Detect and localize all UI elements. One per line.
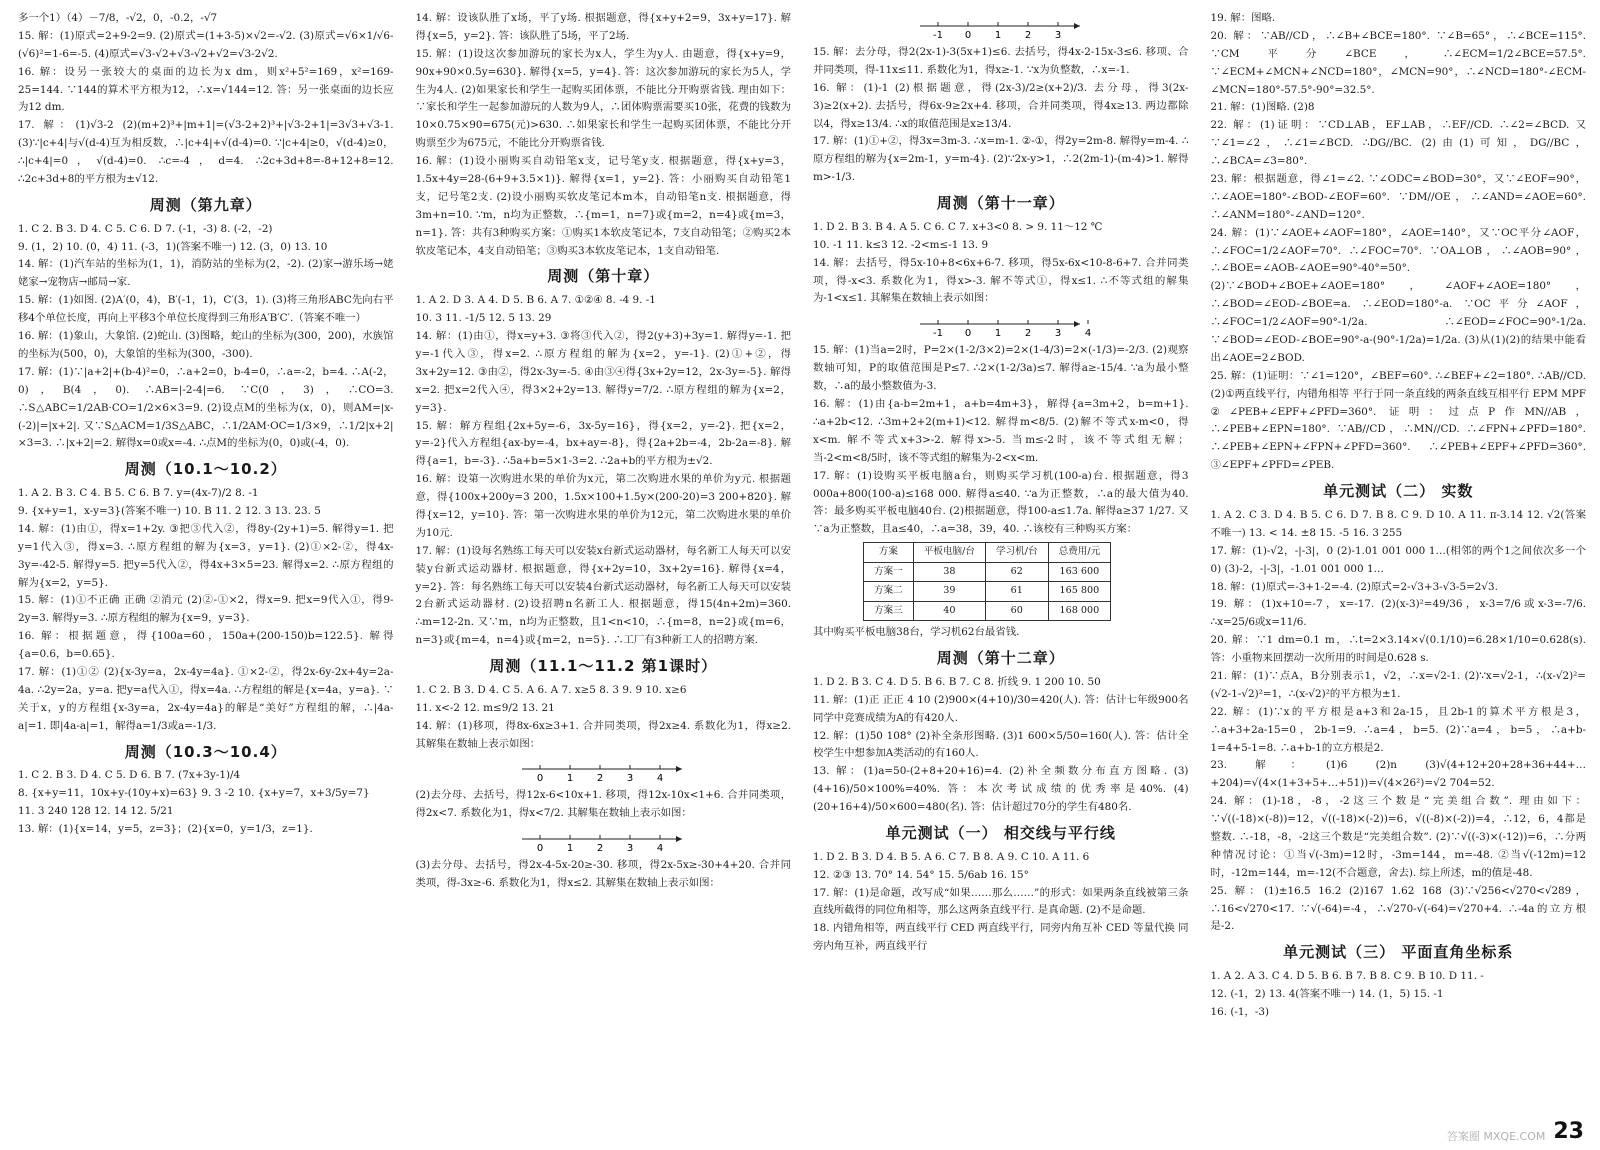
purchase-plan-table	[863, 542, 1111, 621]
answer-paragraph: 16. 解：根据题意，得{100a=60，150a+(200-150)b=122.5}. 解得{a=0.6，b=0.65}.	[18, 630, 394, 661]
answer-paragraph: 12. 解：(1)50 108° (2)补全条形图略. (3)1 600×5/50=160(人). 答：估计全校学生中想参加A类活动的有160人.	[813, 729, 1189, 760]
table-header-cell: 方案	[864, 543, 914, 563]
answer-paragraph: 10. -1 11. k≤3 12. -2<m≤-1 13. 9	[813, 238, 989, 251]
number-line-label: 2	[1024, 30, 1031, 41]
answer-paragraph: 10. 3 11. -1/5 12. 5 13. 29	[415, 312, 552, 325]
column-2	[416, 10, 792, 1120]
number-line-label: 3	[1054, 30, 1061, 41]
answer-paragraph: 16. 解：(1)象山，大象馆. (2)蛇山. (3)图略，蛇山的坐标为(300，200)，水族馆的坐标为(500，0)，大象馆的坐标为(300，-300).	[18, 330, 394, 360]
answer-paragraph: 23. 解：根据题意，得∠1=∠2. ∵∠ODC=∠BOD=30°，又∵∠EOF=90°，∴∠AOE=180°-∠BOD-∠EOF=60°. ∵DM//OE，∴∠AND=∠AOE=60°. ∴∠ANM=180°-∠AND=120°.	[1210, 173, 1586, 221]
watermark: 答案圈 MXQE.COM	[1446, 1130, 1546, 1143]
answer-paragraph: 18. 内错角相等，两直线平行 CED 两直线平行，同旁内角互补 CED 等量代换 同旁内角互补，两直线平行	[813, 922, 1189, 953]
table-row	[864, 562, 1111, 582]
number-line	[518, 825, 688, 855]
answer-paragraph: (3)去分母、去括号，得2x-4-5x-20≥-30. 移项，得2x-5x≥-30+4+20. 合并同类项，得-3x≥-6. 系数化为1，得x≤2. 其解集在数轴上表示如图：	[415, 859, 791, 890]
answer-paragraph: 9. (1，2) 10. (0，4) 11. (-3，1)(答案不唯一) 12. (3，0) 13. 10	[18, 240, 328, 253]
answer-paragraph: 16. 解：(1)设小丽购买自动铅笔x支，记号笔y支. 根据题意，得{x+y=3，1.5x+4y=28-(6+9+3.5×1)}. 解得{x=1，y=2}. 答：小丽购买自动铅笔1支，记号笔2支. (2)设小丽购买软皮笔记本m本，自动铅笔n支. 根据题意，得3m+n=10. ∵m，n均为正整数，∴{m=1，n=7}或{m=2，n=4}或{m=3，n=1}. 答：共有3种购买方案：①购买1本软皮笔记本，7支自动铅笔；②购买2本软皮笔记本，4支自动铅笔；③购买3本软皮笔记本，1支自动铅笔.	[415, 155, 791, 257]
answer-paragraph: 1. A 2. D 3. A 4. D 5. B 6. A 7. ①②④ 8. -4 9. -1	[415, 294, 656, 307]
section-heading: 周测（第九章）	[149, 195, 262, 214]
table-cell: 38	[913, 562, 985, 582]
answer-paragraph: 16. 解：设第一次购进水果的单价为x元，第二次购进水果的单价为y元. 根据题意，得{100x+200y=3 200，1.5x×100+1.5y×(200-20)=3 200+820}. 解得{x=12，y=10}. 答：第一次购进水果的单价为12元，第二次购进水果的单价为10元.	[415, 473, 791, 539]
answer-paragraph: 20. 解：∵AB//CD，∴∠B+∠BCE=180°. ∵∠B=65°，∴∠BCE=115°. ∵CM平分∠BCE，∴∠ECM=1/2∠BCE=57.5°. ∵∠ECM+∠MCN+∠NCD=180°，∠MCN=90°，∴∠NCD=180°-∠ECM-∠MCN=180°-57.5°-90°=32.5°.	[1210, 29, 1586, 96]
page-number: 23	[1553, 1119, 1584, 1144]
answer-paragraph: 15. 解：(1)设这次参加游玩的家长为x人，学生为y人. 由题意，得{x+y=9，90x+90×0.5y=630}. 解得{x=5，y=4}. 答：这次参加游玩的家长为5人，学生为4人. (2)如果家长和学生一起购买团体票，不能比分开购票省钱. 理由如下：∵家长和学生一起参加游玩的人数为9人，∴团体购票需要买10张，花费的钱数为10×0.75×90=675(元)>630. ∴如果家长和学生一起购买团体票，不能比分开购票至少为675元，不能比分开购票省钱.	[415, 47, 791, 150]
answer-paragraph: 25. 解：(1)±16.5 16.2 (2)167 1.62 168 (3)∵√256<√270<√289，∴16<√270<17. ∵√(-64)=-4，∴√270-√(-64)=√270+4. ∴-4a的立方根是-2.	[1210, 884, 1586, 933]
number-line	[518, 755, 688, 785]
answer-paragraph: 多一个1）（4）－7/8，-√2，0，-0.2，-√7	[18, 12, 218, 24]
column-4	[1211, 10, 1587, 1120]
answer-paragraph: 22. 解：(1)证明：∵CD⊥AB，EF⊥AB，∴EF//CD. ∴∠2=∠BCD. 又∵∠1=∠2，∴∠1=∠BCD. ∴DG//BC. (2)由(1)可知，DG//BC，∴∠BCA=∠3=80°.	[1210, 119, 1586, 168]
table-cell: 61	[985, 582, 1048, 602]
section-heading: 周测（10.3～10.4）	[124, 742, 287, 761]
answer-paragraph: 17. 解：(1)设购买平板电脑a台，则购买学习机(100-a)台. 根据题意，得3 000a+800(100-a)≤168 000. 解得a≤40. ∵a为正整数，∴a的最大值为40. 答：最多购买平板电脑40台. (2)根据题意，得100-a≤1.7a. 解得a≥37 1/27. 又∵a为正整数，且a≤40，∴a=38，39，40. ∴该校有三种购买方案：	[813, 469, 1189, 536]
number-line-label: 3	[627, 843, 634, 855]
answer-paragraph: 1. D 2. B 3. C 4. D 5. B 6. B 7. C 8. 折线 9. 1 200 10. 50	[813, 675, 1101, 688]
number-line-arrow	[676, 836, 682, 842]
table-cell: 方案二	[864, 582, 914, 602]
answer-paragraph: 17. 解：(1)①+②，得3x=3m-3. ∴x=m-1. ②-①，得2y=2m-8. 解得y=m-4. ∴原方程组的解为{x=2m-1，y=m-4}. (2)∵2x-y>1，∴2(2m-1)-(m-4)>1. 解得m>-1/3.	[813, 135, 1189, 184]
answer-paragraph: 11. 3 240 128 12. 14 12. 5/21	[18, 805, 174, 818]
columns	[18, 10, 1586, 1120]
number-line-label: 1	[994, 30, 1001, 41]
answer-paragraph: 1. D 2. B 3. D 4. B 5. A 6. C 7. B 8. A 9. C 10. A 11. 6	[813, 850, 1090, 863]
answer-paragraph: 20. 解：∵1 dm=0.1 m，∴t=2×3.14×√(0.1/10)=6.28×1/10=0.628(s). 答：小重物来回摆动一次所用的时间是0.628 s.	[1210, 634, 1586, 665]
page-footer	[1447, 1119, 1584, 1144]
section-heading: 单元测试（三） 平面直角坐标系	[1283, 943, 1514, 962]
number-line-label: 4	[1084, 328, 1091, 340]
number-line-label: 0	[537, 773, 544, 785]
table-header-cell: 平板电脑/台	[913, 543, 985, 563]
number-line-arrow	[1074, 23, 1080, 29]
answer-paragraph: 1. A 2. B 3. C 4. B 5. C 6. B 7. y=(4x-7)/2 8. -1	[18, 487, 259, 500]
table-cell: 60	[985, 601, 1048, 621]
answer-paragraph: 14. 解：(1)汽车站的坐标为(1，1)，消防站的坐标为(2，-2). (2)家→游乐场→姥姥家→宠物店→邮局→家.	[18, 258, 394, 289]
answer-paragraph: 17. 解：(1)是命题，改写成“如果……那么……”的形式：如果两条直线被第三条直线所截得的同位角相等，那么这两条直线平行. 是真命题. (2)不是命题.	[813, 886, 1189, 917]
answer-paragraph: 11. 解：(1)正 正正 4 10 (2)900×(4+10)/30=420(人). 答：估计七年级900名同学中竞赛成绩为A的有420人.	[813, 693, 1189, 724]
section-heading: 单元测试（一） 相交线与平行线	[885, 823, 1116, 842]
answer-paragraph: 15. 解：(1)如图. (2)A′(0，4)，B′(-1，1)，C′(3，1). (3)将三角形ABC先向右平移4个单位长度，再向上平移3个单位长度得到三角形A′B′C′.（答案不唯一）	[18, 294, 394, 325]
section-heading: 周测（第十章）	[547, 267, 660, 286]
number-line	[916, 12, 1086, 42]
number-line-label: 3	[1054, 328, 1061, 340]
answer-paragraph: 18. 解：(1)原式=-3+1-2=-4. (2)原式=2-√3+3-√3-5=2√3.	[1210, 580, 1498, 593]
answer-paragraph: 15. 解：(1)当a=2时，P=2×(1-2/3×2)=2×(1-4/3)=2×(-1/3)=-2/3. (2)观察数轴可知，P的取值范围是P≤7. ∴2×(1-2/3a)≤7. 解得a≥-15/4. ∵a为最小整数，∴a的最小整数值为-3.	[813, 344, 1189, 393]
number-line-label: 1	[994, 328, 1001, 340]
table-cell: 39	[913, 582, 985, 602]
section-heading: 周测（第十一章）	[936, 194, 1065, 213]
answer-paragraph: (2)去分母、去括号，得12x-6<10x+1. 移项，得12x-10x<1+6. 合并同类项，得2x<7. 系数化为1，得x<7/2. 其解集在数轴上表示如图：	[415, 789, 791, 820]
answer-paragraph: 13. 解：(1)a=50-(2+8+20+16)=4. (2)补全频数分布直方图略. (3)(4+16)/50×100%=40%. 答：本次考试成绩的优秀率是40%. (4)(20+16+4)/50×600=480(名). 答：估计超过70分的学生有480名.	[813, 765, 1189, 814]
answer-paragraph: 1. C 2. B 3. D 4. C 5. D 6. B 7. (7x+3y-1)/4	[18, 769, 241, 782]
column-1	[18, 10, 394, 1120]
answer-paragraph: 21. 解：(1)图略. (2)8	[1210, 101, 1315, 114]
answer-paragraph: 1. D 2. B 3. B 4. A 5. C 6. C 7. x+3<0 8. > 9. 11～12 ℃	[813, 220, 1103, 233]
answer-paragraph: 15. 解：(1)①不正确 正确 ②消元 (2)②-①×2，得x=9. 把x=9代入①，得9-2y=3. 解得y=3. ∴原方程组的解为{x=9，y=3}.	[18, 594, 394, 625]
number-line-label: -1	[932, 328, 943, 340]
number-line-label: 4	[657, 773, 664, 785]
answer-paragraph: 14. 解：(1)移项，得8x-6x≥3+1. 合并同类项，得2x≥4. 系数化为1，得x≥2. 其解集在数轴上表示如图：	[415, 719, 791, 750]
answer-paragraph: 19. 解：(1)x+10=-7，x=-17. (2)(x-3)²=49/36，x-3=7/6或x-3=-7/6. ∴x=25/6或x=11/6.	[1210, 598, 1586, 629]
table-cell: 165 800	[1048, 582, 1111, 602]
number-line-label: 2	[597, 773, 604, 785]
number-line-label: 1	[567, 773, 574, 785]
answer-paragraph: 17. 解：(1)①② (2){x-3y=a，2x-4y=4a}. ①×2-②，得2x-6y-2x+4y=2a-4a. ∴2y=2a，y=a. 把y=a代入①，得x=4a. ∴方程组的解是{x=4a，y=a}. ∵关于x，y的方程组{x-3y=a，2x-4y=4a}的解是“美好”方程组的解，∴|4a-a|=1. 即|4a-a|=1，解得a=1/3或a=-1/3.	[18, 665, 394, 732]
table-cell: 168 000	[1048, 601, 1111, 621]
table-cell: 方案三	[864, 601, 914, 621]
answer-paragraph: 14. 解：(1)由①，得x=1+2y. ③把③代入②，得8y-(2y+1)=5. 解得y=1. 把y=1代入③，得x=3. ∴原方程组的解为{x=3，y=1}. (2)①×2-②，得4x-3y=-42-5. 解得y=5. 把y=5代入②，得4x+3×5=23. 解得x=2. ∴原方程组的解为{x=2，y=5}.	[18, 522, 394, 589]
answer-paragraph: 17. 解：(1)√3-2 (2)(m+2)³+|m+1|=(√3-2+2)³+|√3-2+1|=3√3+√3-1. (3)∵|c+4|与√(d-4)互为相反数，∴|c+4|+√(d-4)=0. ∵|c+4|≥0，√(d-4)≥0，∴|c+4|=0，√(d-4)=0. ∴c=-4，d=4. ∴2c+3d+8=-8+12+8=12. ∴2c+3d+8的平方根为±√12.	[18, 119, 394, 186]
answer-paragraph: 8. {x+y=11，10x+y-(10y+x)=63} 9. 3 -2 10. {x+y=7，x+3/5y=7}	[18, 787, 370, 800]
answer-paragraph: 19. 解：图略.	[1210, 12, 1276, 24]
answer-paragraph: 17. 解：(1)∵|a+2|+(b-4)²=0，∴a+2=0，b-4=0，∴a=-2，b=4. ∴A(-2，0)，B(4，0). ∴AB=|-2-4|=6. ∵C(0，3)，∴CO=3. ∴S△ABC=1/2AB·CO=1/2×6×3=9. (2)设点M的坐标为(x，0)，则AM=|x-(-2)|=|x+2|. 又∵S△ACM=1/3S△ABC，∴1/2AM·OC=1/3×9，∴1/2|x+2|×3=3. ∴|x+2|=2. 解得x=0或x=-4. ∴点M的坐标为(0，0)或(-4，0).	[18, 365, 394, 450]
answer-paragraph: 22. 解：(1)∵x的平方根是a+3和2a-15，且2b-1的算术平方根是3，∴a+3+2a-15=0，2b-1=9. ∴a=4，b=5. (2)∵a=4，b=5，∴a+b-1=4+5-1=8. ∴a+b-1的立方根是2.	[1210, 705, 1586, 754]
table-header-cell: 总费用/元	[1048, 543, 1111, 563]
answer-paragraph: 16. 解：(1)由{a-b=2m+1，a+b=4m+3}，解得{a=3m+2，b=m+1}. ∴a+2b<12. ∴3m+2+2(m+1)<12. 解得m<8/5. (2)解不等式x-m<0，得x<m. 解不等式x+3>-2. 解得x>-5. 当m≤-2时，该不等式组无解；当-2<m<8/5时，该不等式组的解集为-2<x<m.	[813, 398, 1189, 464]
answer-paragraph: 23. 解：(1)6 (2)n (3)√(4+12+20+28+36+44+…+204)=√(4×(1+3+5+…+51))=√(4×26²)=√2 704=52.	[1210, 759, 1586, 790]
answer-paragraph: 17. 解：(1)设每名熟练工每天可以安装x台新式运动器材，每名新工人每天可以安装y台新式运动器材. 根据题意，得{x+2y=10，3x+2y=16}. 解得{x=4，y=2}. 答：每名熟练工每天可以安装4台新式运动器材，每名新工人每天可以安装2台新式运动器材. (2)设招聘n名新工人. 根据题意，得15(4n+2m)=360. ∴m=12-2n. 又∵m，n均为正整数，且1<n<10，∴{m=8，n=2}或{m=6，n=3}或{m=4，n=4}或{m=2，n=5}. ∴工厂有3种新工人的招聘方案.	[415, 544, 791, 647]
number-line-arrow	[1074, 321, 1080, 327]
answer-paragraph: 14. 解：去括号，得5x-10+8<6x+6-7. 移项，得5x-6x<10-8-6+7. 合并同类项，得-x<3. 系数化为1，得x>-3. 解不等式①，得x≤1. ∴不等式组的解集为-1<x≤1. 其解集在数轴上表示如图：	[813, 256, 1189, 305]
answer-paragraph: 15. 解：解方程组{2x+5y=-6，3x-5y=16}，得{x=2，y=-2}. 把{x=2，y=-2}代入方程组{ax-by=-4，bx+ay=-8}，得{2a+2b=-4，2b-2a=-8}. 解得{a=1，b=-3}. ∴5a+b=5×1-3=2. ∴2a+b的平方根为±√2.	[415, 419, 791, 468]
answer-paragraph: 15. 解：去分母，得2(2x-1)-3(5x+1)≤6. 去括号，得4x-2-15x-3≤6. 移项、合并同类项，得-11x≤11. 系数化为1，得x≥-1. ∵x为负整数，∴x=-1.	[813, 46, 1189, 76]
table-row	[864, 601, 1111, 621]
answer-paragraph: 16. 解：(1)-1 (2)根据题意，得(2x-3)/2≥(x+2)/3. 去分母，得3(2x-3)≥2(x+2). 去括号，得6x-9≥2x+4. 移项，合并同类项，得4x≥13. 两边都除以4，得x≥13/4. ∴x的取值范围是x≥13/4.	[813, 81, 1189, 130]
answer-paragraph: 14. 解：(1)由①，得x=y+3. ③将③代入②，得2(y+3)+3y=1. 解得y=-1. 把y=-1代入③，得x=2. ∴原方程组的解为{x=2，y=-1}. (2)①+②，得3x+2y=12. ③由②，得2x-3y=-5. ④由③④得{3x+2y=12，2x-3y=-5}. 解得x=2. 把x=2代入④，得3×2+2y=13. 解得y=7/2. ∴原方程组的解为{x=2，y=3}.	[415, 330, 791, 414]
table-cell: 方案一	[864, 562, 914, 582]
answer-paragraph: 16. (-1，-3)	[1210, 1005, 1270, 1018]
number-line-label: 0	[964, 30, 971, 41]
table-header-cell: 学习机/台	[985, 543, 1048, 563]
section-heading: 单元测试（二） 实数	[1323, 482, 1474, 501]
answer-paragraph: 1. A 2. A 3. C 4. D 5. B 6. B 7. B 8. C 9. B 10. D 11. -	[1210, 970, 1484, 983]
number-line-label: 4	[657, 843, 664, 855]
answer-paragraph: 11. x<-2 12. m≤9/2 13. 21	[415, 701, 555, 714]
table-cell: 40	[913, 601, 985, 621]
section-heading: 周测（11.1～11.2 第1课时）	[489, 657, 718, 676]
section-heading: 周测（10.1～10.2）	[124, 460, 287, 479]
answer-paragraph: 1. C 2. B 3. D 4. C 5. A 6. A 7. x≥5 8. 3 9. 9 10. x≥6	[415, 683, 687, 696]
table-row	[864, 582, 1111, 602]
answer-paragraph: 24. 解：(1)∵∠AOE+∠AOF=180°，∠AOE=140°，又∵OC平分∠AOF，∴∠FOC=1/2∠AOF=70°. ∴∠FOC=70°. ∵OA⊥OB，∴∠AOB=90°，∴∠BOE=∠AOB-∠AOE=90°-40°=50°. (2)∵∠BOD+∠BOE+∠AOE=180°，∠AOF+∠AOE=180°，∴∠BOD=∠EOD-∠BOE=a. ∴∠EOD=180°-a. ∵OC平分∠AOF，∴∠FOC=1/2∠AOF=90°-1/2a. ∴∠EOD=∠FOC=90°-1/2a. ∵∠BOD=∠EOD-∠BOE=90°-a-(90°-1/2a)=1/2a. (3)从(1)(2)的结果中能看出∠AOE=2∠BOD.	[1210, 226, 1586, 364]
number-line-label: 0	[964, 328, 971, 340]
answer-paragraph: 13. 解：(1){x=14，y=5，z=3}；(2){x=0，y=1/3，z=1}.	[18, 823, 313, 836]
answer-paragraph: 其中购买平板电脑38台，学习机62台最省钱.	[813, 626, 1020, 639]
number-line-label: 2	[1024, 328, 1031, 340]
table-cell: 163 600	[1048, 562, 1111, 582]
answer-paragraph: 16. 解：设另一张较大的桌面的边长为x dm，则x²+5²=169，x²=169-25=144. ∵144的算术平方根为12，∴x=√144=12. 答：另一张桌面的边长应为12 dm.	[18, 65, 394, 114]
answer-paragraph: 25. 解：(1)证明：∵∠1=120°，∠BEF=60°. ∴∠BEF+∠2=180°. ∴AB//CD. (2)①两直线平行，内错角相等 平行于同一条直线的两条直线互相平行 EPM MPF ②∠PEB+∠EPF+∠PFD=360°. 证明：过点P作MN//AB，∴∠PEB+∠EPN=180°. ∵AB//CD，∴MN//CD. ∴∠FPN+∠PFD=180°. ∴∠PEB+∠EPN+∠FPN+∠PFD=360°. ∴∠PEB+∠EPF+∠PFD=360°. ③∠EPF+∠PFD=∠PEB.	[1210, 369, 1586, 472]
answer-paragraph: 15. 解：(1)原式=2+9-2=9. (2)原式=(1+3-5)×√2=-√2. (3)原式=√6×1/√6-(√6)²=1-6=-5. (4)原式=√3-√2+√3-√2+√2=√3-2√2.	[18, 29, 394, 60]
number-line-label: 3	[627, 773, 634, 785]
answer-paragraph: 12. ②③ 13. 70° 14. 54° 15. 5/6ab 16. 15°	[813, 868, 1029, 881]
number-line-label: 0	[537, 843, 544, 855]
answer-paragraph: 14. 解：设该队胜了x场，平了y场. 根据题意，得{x+y+2=9，3x+y=17}. 解得{x=5，y=2}. 答：该队胜了5场，平了2场.	[415, 12, 791, 42]
answer-paragraph: 9. {x+y=1，x-y=3}(答案不唯一) 10. B 11. 2 12. 3 13. 23. 5	[18, 504, 321, 517]
answer-paragraph: 1. A 2. C 3. D 4. B 5. C 6. D 7. B 8. C 9. D 10. A 11. π-3.14 12. √2(答案不唯一) 13. < 14. ±8 15. -5 16. 3 255	[1210, 508, 1586, 539]
number-line-label: 2	[597, 843, 604, 855]
table-cell: 62	[985, 562, 1048, 582]
answer-paragraph: 24. 解：(1)-18，-8，-2这三个数是“完美组合数”. 理由如下：∵√((-18)×(-8))=12，√((-18)×(-2))=6，√((-8)×(-2))=4，∴12，6，4都是整数. ∴-18，-8，-2这三个数是“完美组合数”. (2)∵√((-3)×(-12))=6，∴分两种情况讨论：①当√(-3m)=12时，-3m=144，m=-48. ②当√(-12m)=12时，-12m=144，m=-12(不合题意，舍去). 综上所述，m的值是-48.	[1210, 795, 1586, 879]
answer-paragraph: 12. (-1，2) 13. 4(答案不唯一) 14. (1，5) 15. -1	[1210, 988, 1444, 1001]
number-line	[916, 310, 1091, 340]
answer-paragraph: 21. 解：(1)∵点A，B分别表示1，√2，∴x=√2-1. (2)∵x=√2-1，∴(x-√2)²=(√2-1-√2)²=1，∴(x-√2)²的平方根为±1.	[1210, 669, 1586, 700]
answer-paragraph: 1. C 2. B 3. D 4. C 5. C 6. D 7. (-1，-3) 8. (-2，-2)	[18, 222, 273, 235]
table-header-row	[864, 543, 1111, 563]
column-3	[813, 10, 1189, 1120]
number-line-label: -1	[932, 30, 943, 41]
number-line-label: 1	[567, 843, 574, 855]
answer-paragraph: 17. 解：(1)-√2，-|-3|，0 (2)-1.01 001 000 1…(相邻的两个1之间依次多一个0) (3)-2，-|-3|，-1.01 001 000 1…	[1210, 544, 1586, 575]
number-line-arrow	[676, 766, 682, 772]
section-heading: 周测（第十二章）	[936, 649, 1065, 668]
